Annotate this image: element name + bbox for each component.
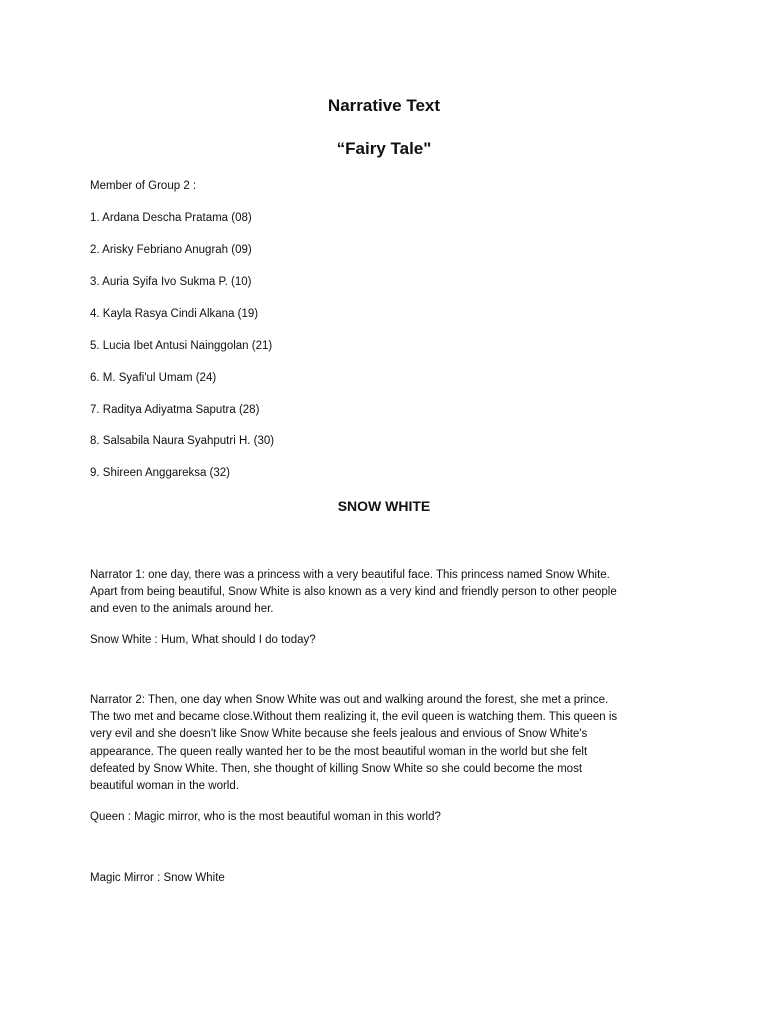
member-item: 9. Shireen Anggareksa (32) [90, 467, 231, 479]
magic-mirror-dialogue: Magic Mirror : Snow White [90, 872, 225, 884]
snow-white-dialogue: Snow White : Hum, What should I do today? [90, 634, 316, 646]
paragraph-line: defeated by Snow White. Then, she thought of killing Snow White so she could become the most [90, 762, 583, 775]
paragraph-line: very evil and she doesn't like Snow White because she feels jealous and envious of Snow White's [90, 728, 588, 741]
document-title: Narrative Text [327, 96, 441, 115]
story-title: SNOW WHITE [337, 498, 431, 514]
member-item: 3. Auria Syifa Ivo Sukma P. (10) [90, 276, 252, 288]
paragraph-line: Narrator 1: one day, there was a princess with a very beautiful face. This princess named Snow White. [90, 569, 610, 581]
member-item: 7. Raditya Adiyatma Saputra (28) [90, 404, 260, 416]
group-heading: Member of Group 2 : [90, 180, 197, 192]
member-item: 6. M. Syafi'ul Umam (24) [90, 372, 217, 384]
member-item: 4. Kayla Rasya Cindi Alkana (19) [90, 308, 259, 320]
member-item: 1. Ardana Descha Pratama (08) [90, 212, 252, 224]
paragraph-line: The two met and became close.Without them realizing it, the evil queen is watching them. This queen is [90, 711, 618, 724]
narrator-1-paragraph [90, 567, 690, 619]
narrator-2-paragraph [90, 692, 690, 795]
paragraph-line: beautiful woman in the world. [90, 780, 239, 793]
paragraph-line: Narrator 2: Then, one day when Snow White was out and walking around the forest, she met a prince. [90, 694, 609, 706]
paragraph-line: and even to the animals around her. [90, 603, 274, 616]
paragraph-line: appearance. The queen really wanted her to be the most beautiful woman in the world but she felt [90, 745, 588, 758]
member-item: 8. Salsabila Naura Syahputri H. (30) [90, 435, 275, 447]
document-subtitle: “Fairy Tale" [336, 139, 432, 158]
member-item: 2. Arisky Febriano Anugrah (09) [90, 244, 252, 256]
paragraph-line: Apart from being beautiful, Snow White is also known as a very kind and friendly person to other people [90, 586, 617, 599]
queen-dialogue: Queen : Magic mirror, who is the most beautiful woman in this world? [90, 811, 441, 823]
member-item: 5. Lucia Ibet Antusi Nainggolan (21) [90, 340, 273, 352]
